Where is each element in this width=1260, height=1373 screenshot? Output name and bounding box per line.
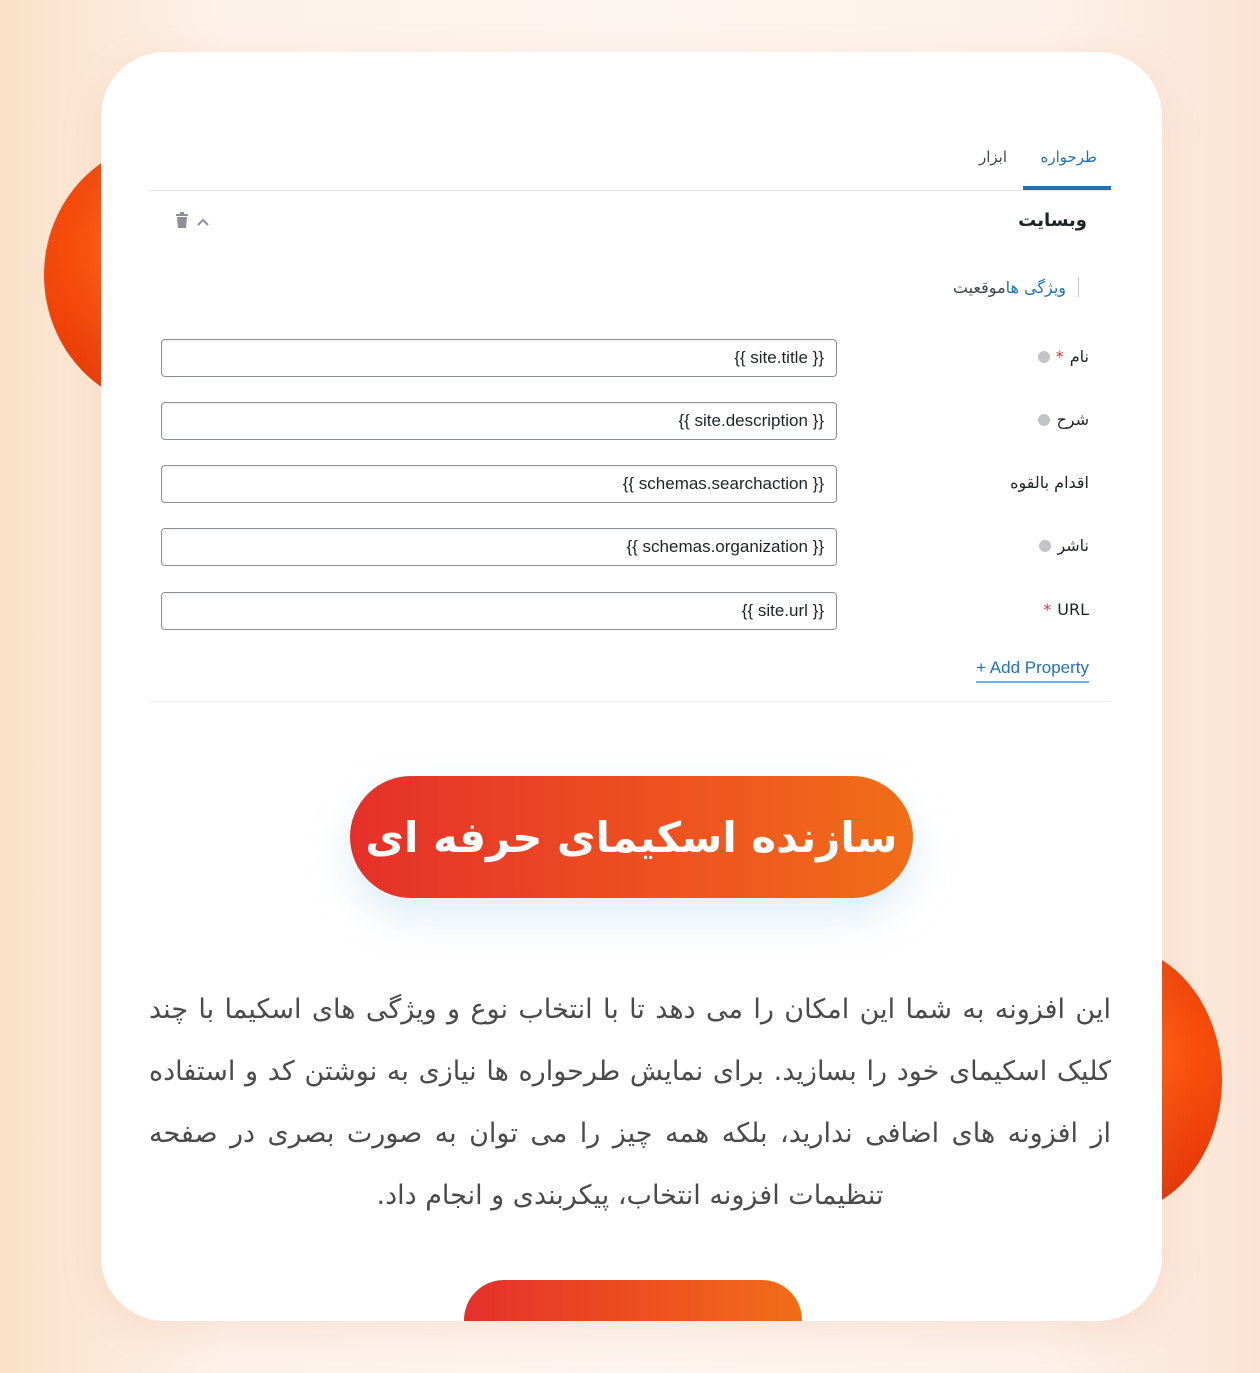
tab-design-label: طرحواره [1040,148,1097,166]
field-label-url [1043,600,1089,619]
subtab-location[interactable]: موقعیت [952,277,1006,297]
field-label-text: ناشر [1057,536,1089,555]
tab-tools-label: ابزار [978,148,1007,166]
active-tab-indicator [1023,186,1111,190]
schema-editor-panel [149,52,1111,752]
field-row-name [161,339,1089,381]
help-icon[interactable] [1038,351,1050,363]
section-title: وبسایت [1018,210,1087,231]
subtab-divider [1078,277,1079,297]
required-marker: * [1043,600,1052,619]
help-icon[interactable] [1039,540,1051,552]
field-label-potential-action [1010,473,1089,492]
field-label-text: نام [1069,347,1089,366]
section-controls [175,212,211,232]
heading-pill [350,776,913,898]
tab-design[interactable] [1040,148,1097,188]
subtab-bar [953,277,1079,297]
trash-icon[interactable] [175,212,189,232]
add-property-button[interactable]: + Add Property [976,658,1089,683]
tab-tools[interactable] [979,148,1007,188]
subtab-properties[interactable]: ویژگی ها [1005,277,1066,297]
publisher-input[interactable] [161,528,837,566]
field-row-publisher [161,528,1089,570]
description-text: این افزونه به شما این امکان را می دهد تا با انتخاب نوع و ویژگی های اسکیما با چند کلیک اسکیمای خود را بسازید. برای نمایش طرحواره ها نیازی به نوشتن کد و استفاده از افزونه های اضافی ندارید، بلکه همه چیز را می توان به صورت بصری در صفحه تنظیمات افزونه انتخاب، پیکربندی و انجام داد. [149,994,1111,1211]
page-heading: سازنده اسکیمای حرفه ای [365,812,898,862]
field-label-text: URL [1057,600,1089,619]
field-label-publisher [1039,536,1089,555]
field-label-text: شرح [1056,410,1089,429]
field-label-text: اقدام بالقوه [1010,473,1089,492]
content-card [101,52,1162,1321]
field-row-description [161,402,1089,444]
url-input[interactable] [161,592,837,630]
description-input[interactable] [161,402,837,440]
panel-divider [149,701,1111,702]
field-label-name [1038,347,1089,366]
name-input[interactable] [161,339,837,377]
required-marker: * [1055,347,1064,366]
field-row-url [161,592,1089,634]
field-row-potential-action [161,465,1089,507]
tab-bar [149,138,1111,191]
chevron-up-icon[interactable] [195,213,211,232]
potential-action-input[interactable] [161,465,837,503]
cta-button[interactable] [464,1280,802,1321]
field-label-description [1038,410,1089,429]
help-icon[interactable] [1038,414,1050,426]
